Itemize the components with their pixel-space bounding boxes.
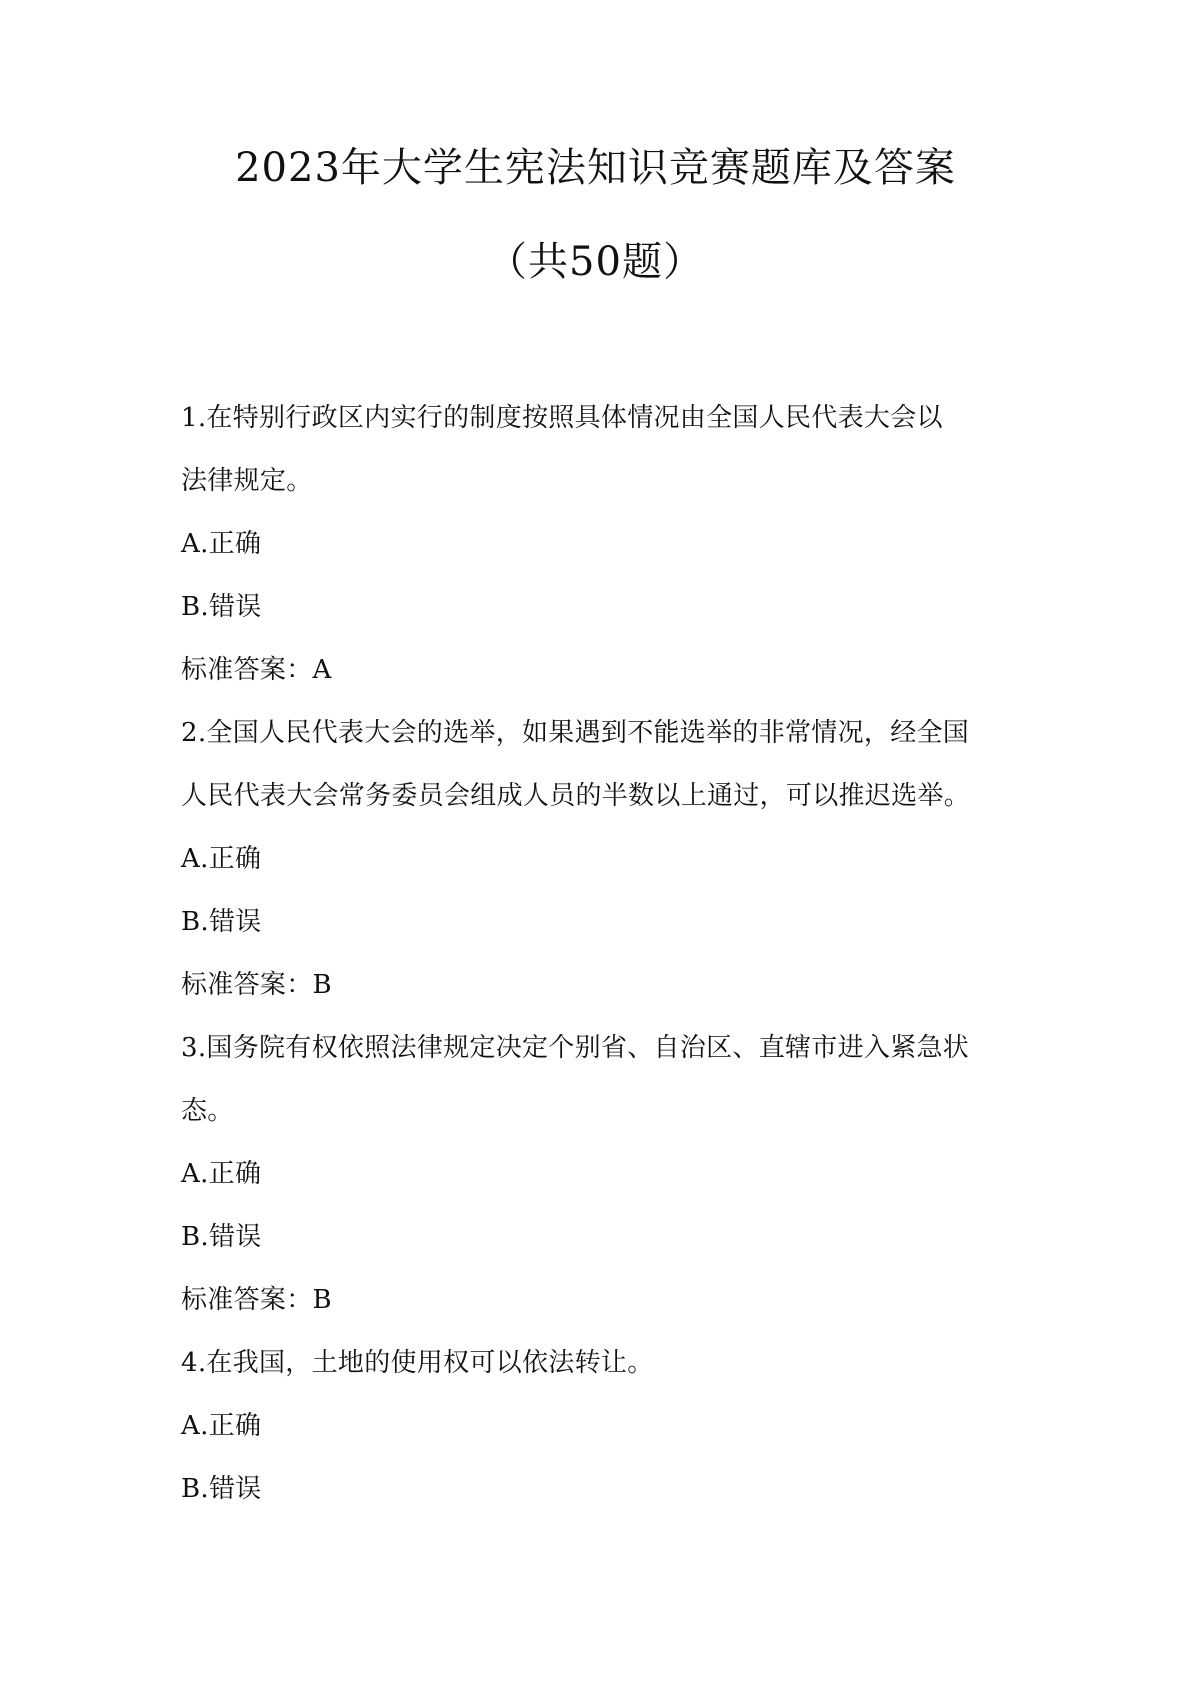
question-2: [181, 711, 1021, 1026]
document-subtitle: （共50题）: [487, 239, 704, 285]
document-title: 2023年大学生宪法知识竞赛题库及答案: [235, 145, 956, 191]
question-3-option-a: A.正确: [181, 1159, 262, 1189]
question-list: [181, 396, 1021, 1530]
question-3-stem-line-1: 3.国务院有权依照法律规定决定个别省、自治区、直辖市进入紧急状: [181, 1033, 970, 1063]
question-2-stem-line-2: 人民代表大会常务委员会组成人员的半数以上通过，可以推迟选举。: [181, 781, 971, 811]
question-3-answer: 标准答案：B: [181, 1285, 332, 1315]
question-3-option-b: B.错误: [181, 1222, 262, 1252]
question-1-answer: 标准答案：A: [181, 655, 332, 685]
question-3: [181, 1026, 1021, 1341]
question-2-option-a: A.正确: [181, 844, 262, 874]
question-4-option-a: A.正确: [181, 1411, 262, 1441]
question-1-option-a: A.正确: [181, 529, 262, 559]
question-4: [181, 1341, 1021, 1530]
question-1: [181, 396, 1021, 711]
question-2-stem-line-1: 2.全国人民代表大会的选举，如果遇到不能选举的非常情况，经全国: [181, 718, 970, 748]
question-4-option-b: B.错误: [181, 1474, 262, 1504]
question-2-option-b: B.错误: [181, 907, 262, 937]
question-3-stem-line-2: 态。: [181, 1096, 234, 1126]
question-1-stem-line-2: 法律规定。: [181, 466, 313, 496]
question-4-stem-line-1: 4.在我国，土地的使用权可以依法转让。: [181, 1348, 654, 1378]
question-1-stem-line-1: 1.在特别行政区内实行的制度按照具体情况由全国人民代表大会以: [181, 403, 943, 433]
question-2-answer: 标准答案：B: [181, 970, 332, 1000]
question-1-option-b: B.错误: [181, 592, 262, 622]
